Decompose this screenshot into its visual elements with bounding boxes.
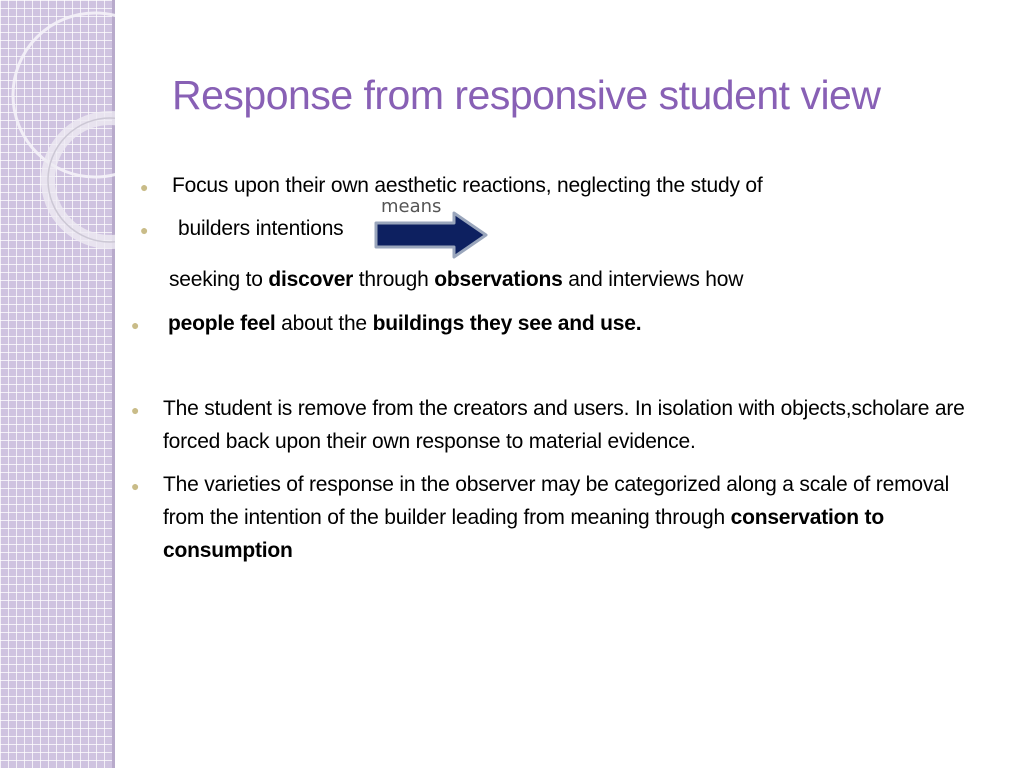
bullet-marker: ● [131,402,140,418]
bullet-marker: ● [140,222,149,238]
bullet-focus-text: Focus upon their own aesthetic reactions, neglecting the study of [172,174,763,197]
isolation-paragraph: The student is remove from the creators and users. In isolation with objects,scholare are forced back upon their own response to material evidence. [163,397,965,453]
bullet-marker: ● [131,317,140,333]
people-feel-line [168,312,641,336]
varieties-text: The varieties of response in the observer may be categorized along a scale of removal from the intention of the builder leading from meaning through [163,473,950,529]
people-feel-text: people feel [168,312,276,335]
seeking-line [169,268,743,292]
slide-title: Response from responsive student view [172,72,881,118]
right-arrow-icon [372,211,490,259]
discover-text: discover [268,268,354,291]
bullet-marker: ● [140,179,149,195]
seeking-text: seeking to [169,268,269,291]
interviews-text: and interviews how [562,268,744,291]
through-text: through [353,268,435,291]
about-the-text: about the [275,312,373,335]
conservation-text: conservation to consumption [163,506,884,562]
varieties-paragraph [163,468,983,567]
bullet-marker: ● [131,478,140,494]
bullet-builders-intentions: builders intentions [178,217,344,240]
arrow-label: means [381,196,442,217]
observations-text: observations [434,268,563,291]
buildings-text: buildings they see and use. [372,312,642,335]
decorative-rings [0,0,115,260]
